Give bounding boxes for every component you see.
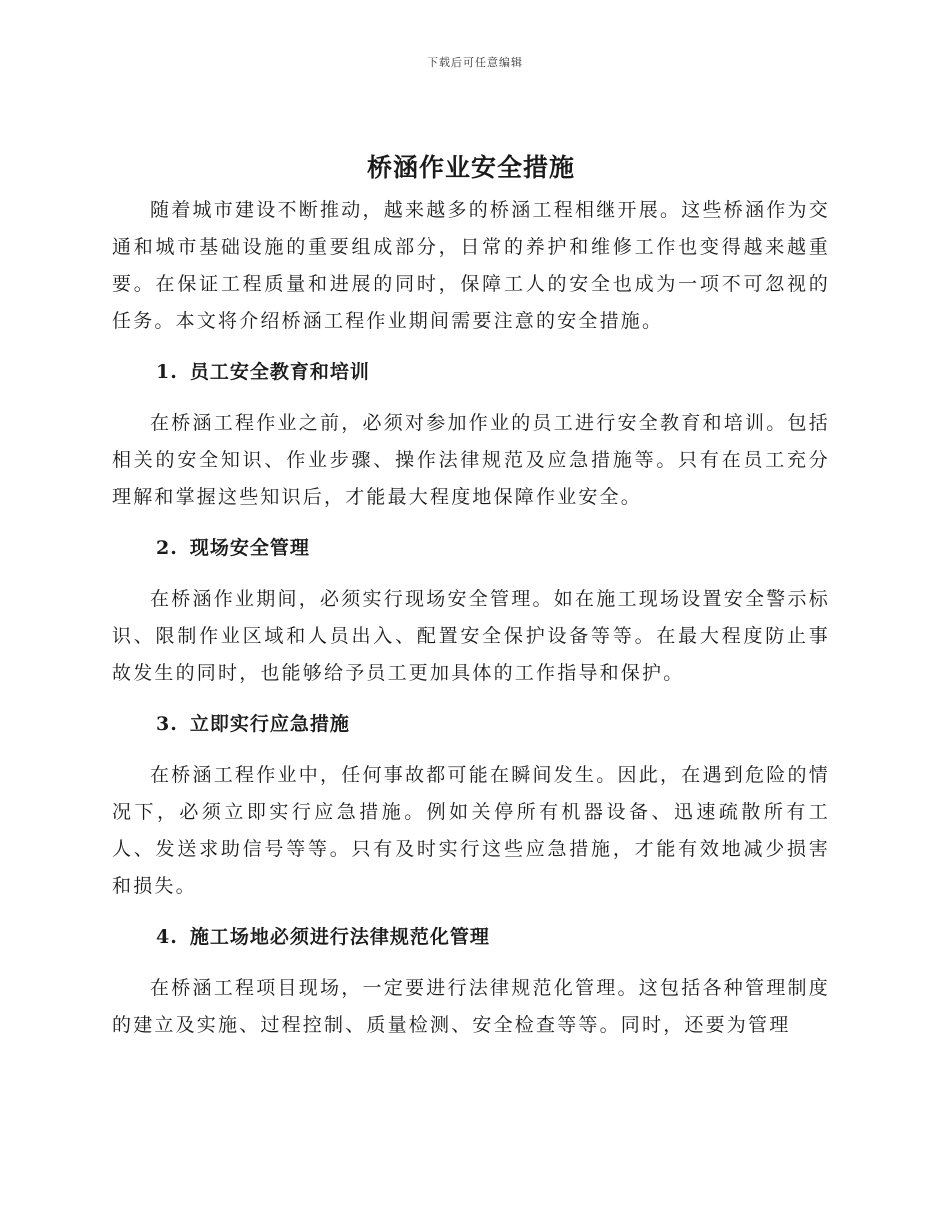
section-number: 3. xyxy=(156,713,178,735)
section-number: 1. xyxy=(156,361,178,383)
section-title: 现场安全管理 xyxy=(189,537,310,559)
section-heading-2 xyxy=(112,530,830,567)
intro-paragraph: 随着城市建设不断推动，越来越多的桥涵工程相继开展。这些桥涵作为交通和城市基础设施的重要组成部分，日常的养护和维修工作也变得越来越重要。在保证工程质量和进展的同时，保障工人的安全也成为一项不可忽视的任务。本文将介绍桥涵工程作业期间需要注意的安全措施。 xyxy=(112,199,830,332)
section-heading-3 xyxy=(112,706,830,743)
section-paragraph-3: 在桥涵工程作业中，任何事故都可能在瞬间发生。因此，在遇到危险的情况下，必须立即实行应急措施。例如关停所有机器设备、迅速疏散所有工人、发送求助信号等等。只有及时实行这些应急措施，才能有效地减少损害和损失。 xyxy=(112,764,830,897)
document-body xyxy=(112,146,830,1044)
section-title: 员工安全教育和培训 xyxy=(189,361,370,383)
section-paragraph-4: 在桥涵工程项目现场，一定要进行法律规范化管理。这包括各种管理制度的建立及实施、过程控制、质量检测、安全检查等等。同时，还要为管理 xyxy=(112,977,830,1036)
page-header: 下载后可任意编辑 xyxy=(427,56,523,69)
section-paragraph-2: 在桥涵作业期间，必须实行现场安全管理。如在施工现场设置安全警示标识、限制作业区域和人员出入、配置安全保护设备等等。在最大程度防止事故发生的同时，也能够给予员工更加具体的工作指导和保护。 xyxy=(112,588,830,684)
section-title: 施工场地必须进行法律规范化管理 xyxy=(189,926,490,948)
section-number: 2. xyxy=(156,537,178,559)
section-paragraph-1: 在桥涵工程作业之前，必须对参加作业的员工进行安全教育和培训。包括相关的安全知识、作业步骤、操作法律规范及应急措施等。只有在员工充分理解和掌握这些知识后，才能最大程度地保障作业安全。 xyxy=(112,412,830,508)
document-title: 桥涵作业安全措施 xyxy=(366,153,575,182)
section-heading-1 xyxy=(112,354,830,391)
section-heading-4 xyxy=(112,919,830,956)
section-title: 立即实行应急措施 xyxy=(189,713,350,735)
section-number: 4. xyxy=(156,926,178,948)
